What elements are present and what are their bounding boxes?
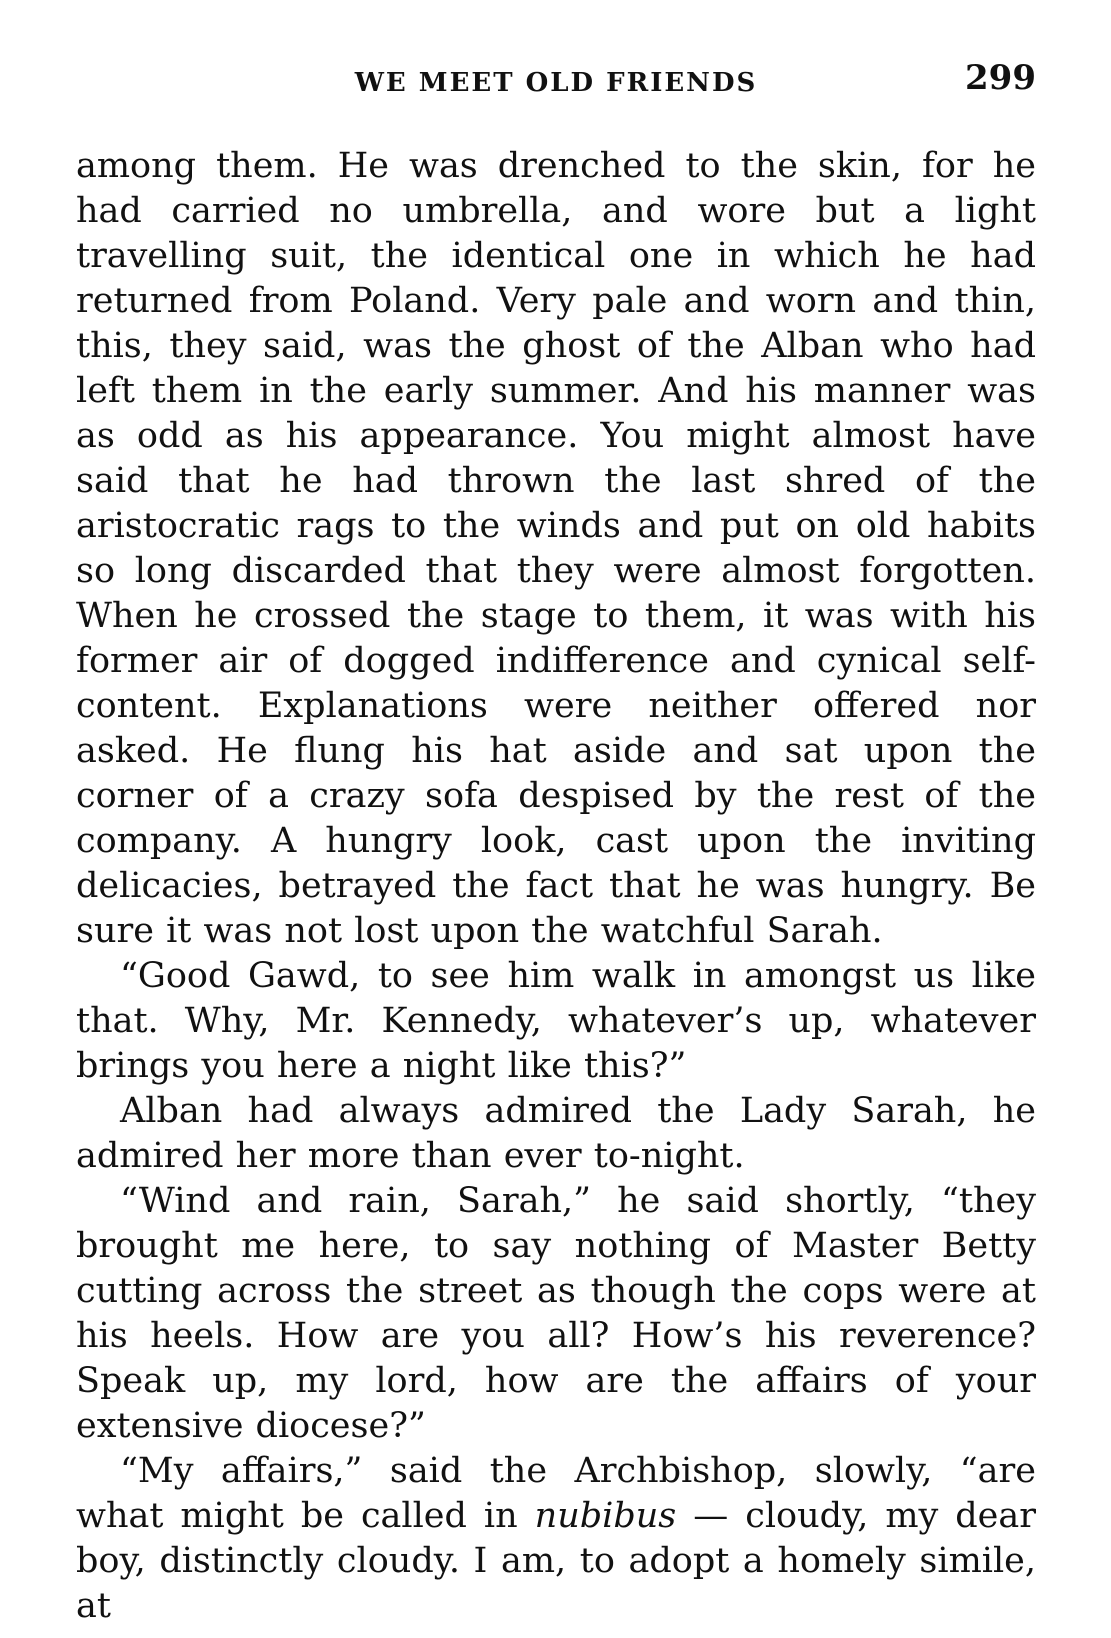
- paragraph-5-end: — cloudy, my dear boy, distinctly cloudy. I am, to adopt a homely simile, at: [76, 1496, 1036, 1626]
- book-page: [76, 58, 1036, 1626]
- paragraph-1: among them. He was drenched to the skin, for he had carried no umbrella, and wore but a light travelling suit, the identical one in which he had returned from Poland. Very pale and worn and thin, this, they said, was the ghost of the Alban who had left them in the early summer. And his manner was as odd as his appearance. You might almost have said that he had thrown the last shred of the aristocratic rags to the winds and put on old habits so long discarded that they were almost forgotten. When he crossed the stage to them, it was with his former air of dogged indifference and cynical self-content. Explanations were neither offered nor asked. He flung his hat aside and sat upon the corner of a crazy sofa despised by the rest of the company. A hungry look, cast upon the inviting delicacies, betrayed the fact that he was hungry. Be sure it was not lost upon the watchful Sarah.: [76, 146, 1036, 951]
- body-text: [76, 144, 1036, 1629]
- paragraph-2: “Good Gawd, to see him walk in amongst us like that. Why, Mr. Kennedy, whatever’s up, whatever brings you here a night like this?”: [76, 956, 1036, 1086]
- page-number: 299: [965, 58, 1036, 98]
- paragraph-4: “Wind and rain, Sarah,” he said shortly, “they brought me here, to say nothing of Master Betty cutting across the street as though the cops were at his heels. How are you all? How’s his reverence? Speak up, my lord, how are the affairs of your extensive diocese?”: [76, 1181, 1036, 1446]
- paragraph-5-italic: nubibus: [534, 1496, 677, 1536]
- paragraph-5-start: “My affairs,” said the Archbishop, slowly, “are what might be called in: [76, 1451, 1036, 1536]
- running-title: WE MEET OLD FRIENDS: [354, 68, 758, 98]
- running-head: [76, 58, 1036, 114]
- paragraph-3: Alban had always admired the Lady Sarah, he admired her more than ever to-night.: [76, 1091, 1036, 1176]
- paragraph-5: [76, 1449, 1036, 1629]
